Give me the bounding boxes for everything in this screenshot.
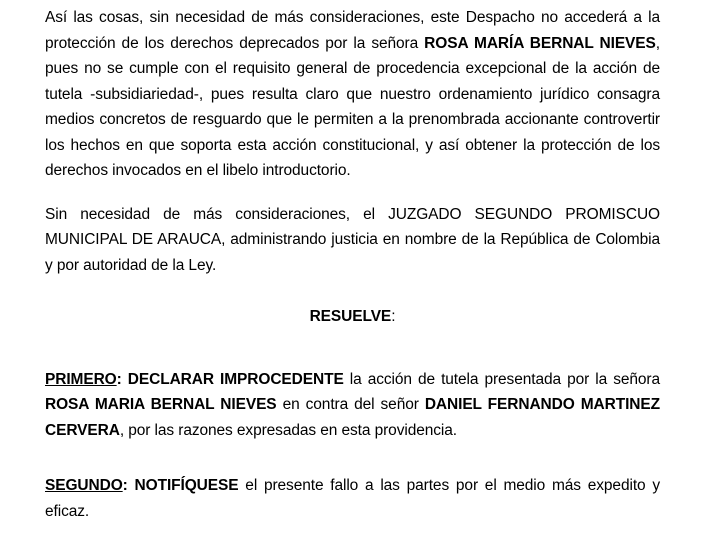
text-run: en contra del señor [276, 396, 425, 413]
text-run-bold: : NOTIFÍQUESE [122, 477, 239, 494]
text-run: : [391, 308, 396, 325]
text-run-bold: SEGUNDO [45, 477, 123, 494]
text-run-bold: ROSA MARÍA BERNAL NIEVES [424, 34, 656, 52]
paragraph-primero [45, 367, 660, 444]
text-run: Así las cosas, sin necesidad de más consideraciones, este Despacho no accederá a la protección de los derechos deprecados por la señora [45, 9, 660, 52]
text-run: Sin necesidad de más consideraciones, el JUZGADO SEGUNDO PROMISCUO MUNICIPAL DE ARAUCA, administrando justicia en nombre de la República de Colombia y por autoridad de la Ley. [45, 205, 660, 274]
paragraph-segundo [45, 473, 660, 524]
text-run-bold: RESUELVE [309, 308, 392, 325]
text-run: la acción de tutela presentada por la señora [343, 370, 660, 388]
text-run-bold: DANIEL FERNANDO MARTINEZ CERVERA [45, 396, 660, 439]
text-run-bold: ROSA MARIA BERNAL NIEVES [45, 396, 277, 413]
text-run: , por las razones expresadas en esta providencia. [119, 421, 457, 439]
text-run: el presente fallo a las partes por el medio más expedito y eficaz. [45, 477, 660, 520]
text-run-bold: PRIMERO [45, 370, 117, 388]
paragraph-decision-intro [45, 5, 660, 184]
text-run: , pues no se cumple con el requisito general de procedencia excepcional de la acción de tutela -subsidiariedad-, pues resulta claro que nuestro ordenamiento jurídico consagra medios concretos de resguardo que le permiten a la prenombrada accionante controvertir los hechos en que soporta esta acción constitucional, y así obtener la protección de los derechos invocados en el libelo introductorio. [45, 34, 660, 179]
heading-resuelve [45, 304, 660, 330]
paragraph-court-authority [45, 202, 660, 279]
text-run-bold: : DECLARAR IMPROCEDENTE [116, 370, 344, 388]
